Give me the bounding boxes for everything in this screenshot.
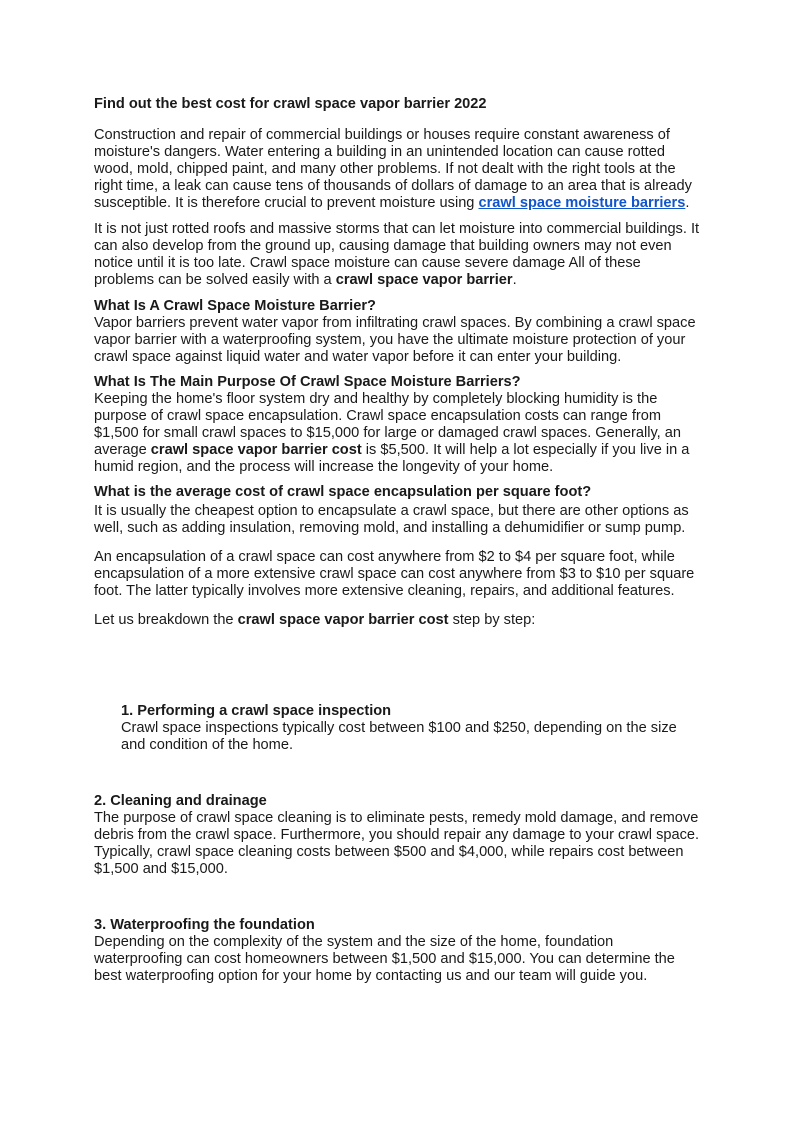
vapor-barrier-keyword: crawl space vapor barrier (335, 272, 513, 288)
step-cleaning-drainage (94, 793, 704, 878)
faq-answer: Vapor barriers prevent water vapor from infiltrating crawl spaces. By combining a crawl space vapor barrier with a waterproofing system, you have the ultimate moisture protection of your crawl space against liquid water and water vapor before it can enter your building. (94, 315, 696, 365)
faq-main-purpose (94, 374, 704, 476)
step-heading: 2. Cleaning and drainage (94, 793, 267, 809)
encapsulation-cost-paragraph: An encapsulation of a crawl space can cost anywhere from $2 to $4 per square foot, while encapsulation of a more extensive crawl space can cost anywhere from $3 to $10 per square foot. The latter typically involves more extensive cleaning, repairs, and additional features. (94, 549, 695, 599)
intro-text: Construction and repair of commercial buildings or houses require constant awareness of moisture's dangers. Water entering a building in an unintended location can cause rotted wood, mold, chipped paint, and many other problems. If not dealt with the right tools at the right time, a leak can cause tens of thousands of dollars of damage to an area that is already susceptible. It is therefore crucial to prevent moisture using (94, 127, 692, 211)
breakdown-text: Let us breakdown the (94, 612, 238, 628)
document-title: Find out the best cost for crawl space vapor barrier 2022 (94, 96, 487, 112)
step-heading: 1. Performing a crawl space inspection (121, 703, 392, 719)
spacer (94, 629, 704, 703)
faq-cost-per-square-foot (94, 484, 704, 537)
second-paragraph (94, 221, 704, 289)
step-heading: 3. Waterproofing the foundation (94, 917, 315, 933)
step-body: The purpose of crawl space cleaning is to eliminate pests, remedy mold damage, and remove debris from the crawl space. Furthermore, you should repair any damage to your crawl space. Typically, crawl space cleaning costs between $500 and $4,000, while repairs cost between $1,500 and $15,000. (94, 810, 700, 877)
step-inspection (94, 703, 704, 754)
second-paragraph-text: It is not just rotted roofs and massive storms that can let moisture into commercial buildings. It can also develop from the ground up, causing damage that building owners may not even notice until it is too late. Crawl space moisture can cause severe damage All of these problems can be solved easily with a (94, 221, 700, 288)
faq-heading: What Is The Main Purpose Of Crawl Space Moisture Barriers? (94, 374, 521, 390)
breakdown-text-end: step by step: (448, 612, 536, 628)
second-paragraph-end: . (512, 272, 517, 288)
faq-answer-text-end: is $5,500. It will help a lot especially if you live in a humid region, and the process will increase the longevity of your home. (94, 442, 690, 475)
step-body: Depending on the complexity of the system and the size of the home, foundation waterproofing can cost homeowners between $1,500 and $15,000. You can determine the best waterproofing option for your home by contacting us and our team will guide you. (94, 934, 675, 984)
moisture-barriers-link[interactable]: crawl space moisture barriers (478, 195, 686, 211)
intro-paragraph (94, 127, 704, 212)
breakdown-keyword: crawl space vapor barrier cost (237, 612, 449, 628)
document-page (94, 96, 704, 1024)
step-waterproofing (94, 917, 704, 985)
breakdown-paragraph (94, 612, 704, 629)
faq-heading: What is the average cost of crawl space encapsulation per square foot? (94, 484, 592, 500)
faq-answer (94, 391, 704, 476)
vapor-barrier-cost-keyword: crawl space vapor barrier cost (150, 442, 362, 458)
faq-heading: What Is A Crawl Space Moisture Barrier? (94, 298, 376, 314)
faq-moisture-barrier (94, 298, 704, 366)
faq-answer-text: Keeping the home's floor system dry and healthy by completely blocking humidity is the purpose of crawl space encapsulation. Crawl space encapsulation costs can range from $1,500 for small crawl spaces to $15,000 for large or damaged crawl spaces. Generally, an average (94, 391, 682, 458)
intro-text-end: . (685, 195, 690, 211)
faq-answer: It is usually the cheapest option to encapsulate a crawl space, but there are other options as well, such as adding insulation, removing mold, and installing a dehumidifier or sump pump. (94, 503, 689, 536)
step-body: Crawl space inspections typically cost between $100 and $250, depending on the size and condition of the home. (121, 720, 677, 753)
